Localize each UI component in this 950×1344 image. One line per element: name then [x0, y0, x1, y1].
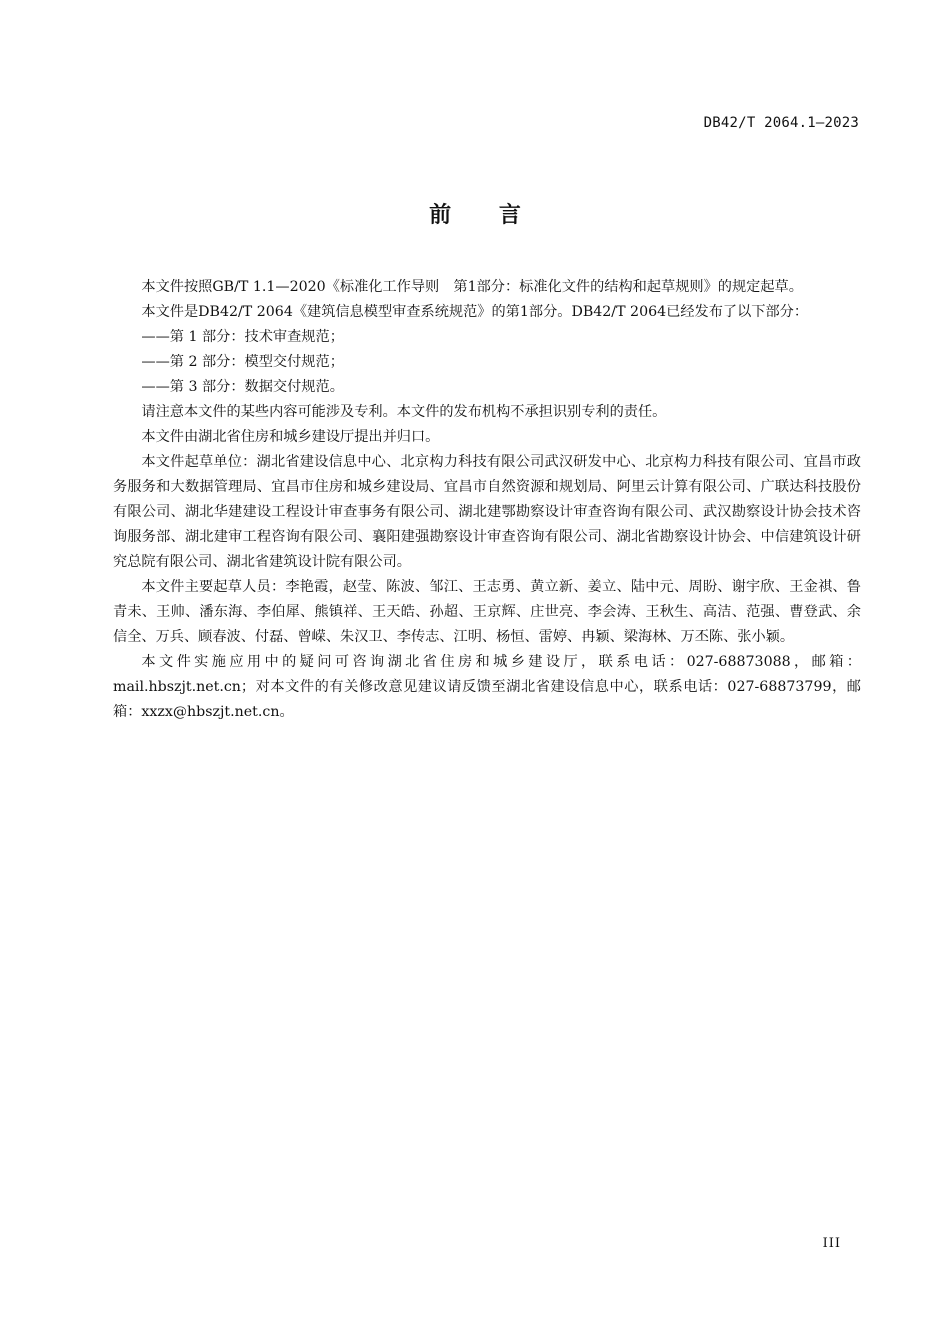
list-item-part-1: ——第 1 部分：技术审查规范； — [141, 329, 344, 345]
page-number: III — [822, 1236, 841, 1251]
paragraph-proposer: 本文件由湖北省住房和城乡建设厅提出并归口。 — [141, 429, 440, 445]
page-title: 前 言 — [429, 203, 541, 228]
paragraph-series-intro: 本文件是DB42/T 2064《建筑信息模型审查系统规范》的第1部分。DB42/T 2064已经发布了以下部分： — [141, 304, 809, 320]
document-code: DB42/T 2064.1—2023 — [703, 115, 859, 131]
paragraph-drafting-units: 本文件起草单位：湖北省建设信息中心、北京构力科技有限公司武汉研发中心、北京构力科技有限公司、宜昌市政务服务和大数据管理局、宜昌市住房和城乡建设局、宜昌市自然资源和规划局、阿里云计算有限公司、广联达科技股份有限公司、湖北华建建设工程设计审查事务有限公司、湖北建鄂勘察设计审查咨询有限公司、武汉勘察设计协会技术咨询服务部、湖北建审工程咨询有限公司、襄阳建强勘察设计审查咨询有限公司、湖北省勘察设计协会、中信建筑设计研究总院有限公司、湖北省建筑设计院有限公司。 — [113, 454, 861, 570]
foreword-body — [113, 275, 861, 725]
paragraph-drafting-rules: 本文件按照GB/T 1.1—2020《标准化工作导则 第1部分：标准化文件的结构和起草规则》的规定起草。 — [141, 279, 803, 295]
paragraph-patent-notice: 请注意本文件的某些内容可能涉及专利。本文件的发布机构不承担识别专利的责任。 — [141, 404, 667, 420]
paragraph-contact: 本文件实施应用中的疑问可咨询湖北省住房和城乡建设厅，联系电话：027-68873088，邮箱：mail.hbszjt.net.cn；对本文件的有关修改意见建议请反馈至湖北省建设信息中心，联系电话：027-68873799，邮箱：xxzx@hbszjt.net.cn。 — [113, 654, 861, 720]
list-item-part-3: ——第 3 部分：数据交付规范。 — [141, 379, 344, 395]
paragraph-drafters: 本文件主要起草人员：李艳霞，赵莹、陈波、邹江、王志勇、黄立新、姜立、陆中元、周盼、谢宇欣、王金祺、鲁青未、王帅、潘东海、李伯犀、熊镇祥、王天皓、孙超、王京辉、庄世亮、李会涛、王秋生、高洁、范强、曹登武、余信全、万兵、顾春波、付磊、曾嵘、朱汉卫、李传志、江明、杨恒、雷婷、冉颖、梁海林、万丕陈、张小颖。 — [113, 579, 861, 645]
list-item-part-2: ——第 2 部分：模型交付规范； — [141, 354, 344, 370]
